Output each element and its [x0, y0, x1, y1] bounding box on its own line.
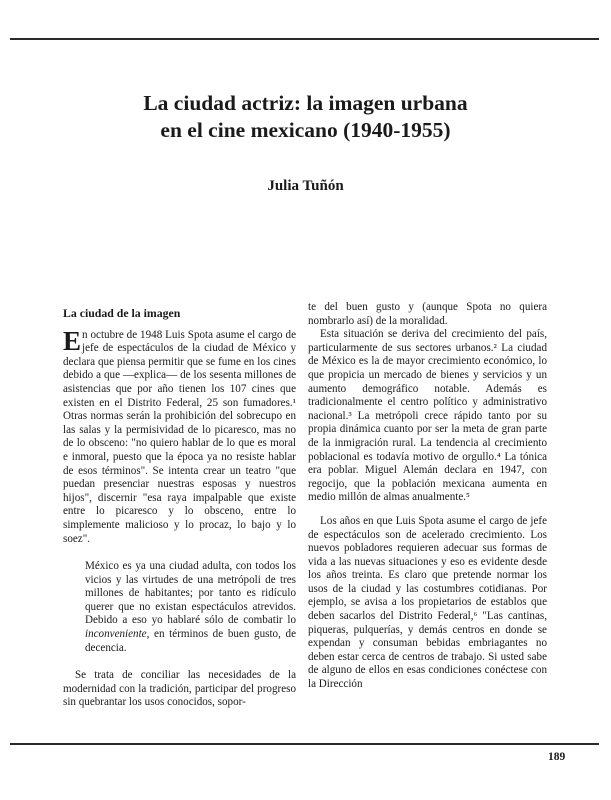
opening-paragraph: En octubre de 1948 Luis Spota asume el cargo de jefe de espectáculos de la ciudad de México y declara que piensa permitir que se fume en los cines debido a que —explica— de los sesenta millones de asistencias que por año tienen los 107 cines que existen en el Distrito Federal, 25 son fumadores.¹ Otras normas serán la prohibición del sobrecupo en las salas y la permisividad de lo picaresco, mas no de lo obsceno: "no quiero hablar de lo que es moral e inmoral, puesto que la época ya no resiste hablar de esos términos". Se intenta crear un teatro "que puedan presenciar nuestras esposas y nuestros hijos", discernir "esa raya impalpable que existe entre lo picaresco y lo obsceno, entre lo simplemente malicioso y lo procaz, lo bajo y lo soez". [63, 325, 296, 545]
quote-text-2: , en términos de buen gusto, de decencia. [85, 628, 296, 654]
title-line-2: en el cine mexicano (1940-1955) [160, 118, 451, 142]
paragraph-4: Los años en que Luis Spota asume el cargo de jefe de espectáculos son de acelerado crecimiento. Los nuevos pobladores requieren adecuar sus formas de vida a las nuevas situaciones y eso es evidente desde los años treinta. Es claro que pretende normar los usos de la ciudad y las costumbres cotidianas. Por ejemplo, se avisa a los propietarios de establos que deben sacarlos del Distrito Federal,⁶ "Las cantinas, piqueras, pulquerías, y demás centros en donde se expendan y consuman bebidas embriagantes no deben estar cerca de centros de trabajo. Si usted sabe de alguno de ellos en esas condiciones conéctese con la Dirección [308, 514, 547, 691]
continued-paragraph: te del buen gusto y (aunque Spota no quiera nombrarlo así) de la moralidad. [308, 301, 547, 327]
quote-text-1: México es ya una ciudad adulta, con todos los vicios y las virtudes de una metrópoli de tres millones de habitantes; por tanto es ridículo querer que no existan espectáculos atrevidos. Debido a eso yo hablaré sólo de combatir lo [85, 560, 296, 627]
right-column [308, 301, 547, 692]
article-title [0, 90, 611, 144]
paragraph-2: Se trata de conciliar las necesidades de la modernidad con la tradición, participar del progreso sin quebrantar los usos conocidos, sopor- [63, 669, 296, 709]
left-column [63, 307, 296, 710]
paragraph-3: Esta situación se deriva del crecimiento del país, particularmente de sus sectores urbanos.² La ciudad de México es la de mayor crecimiento económico, lo que propicia un mercado de bienes y servicios y un aumento demográfico notable. Además es tradicionalmente el centro político y administrativo nacional.³ La metrópoli crece rápido tanto por su propia dinámica cuanto por ser la meta de gran parte de la inmigración rural. La tendencia al crecimiento poblacional es todavía motivo de orgullo.⁴ La tónica era poblar. Miguel Alemán declara en 1947, con regocijo, que la población mexicana aumenta en medio millón de almas anualmente.⁵ [308, 328, 547, 504]
author-name: Julia Tuñón [267, 178, 344, 194]
title-line-1: La ciudad actriz: la imagen urbana [143, 91, 468, 115]
page-number: 189 [548, 751, 566, 763]
block-quote [85, 560, 296, 655]
top-rule [10, 38, 599, 40]
quote-emphasis: inconveniente [85, 628, 147, 641]
section-heading: La ciudad de la imagen [63, 306, 181, 320]
bottom-rule [10, 743, 599, 745]
